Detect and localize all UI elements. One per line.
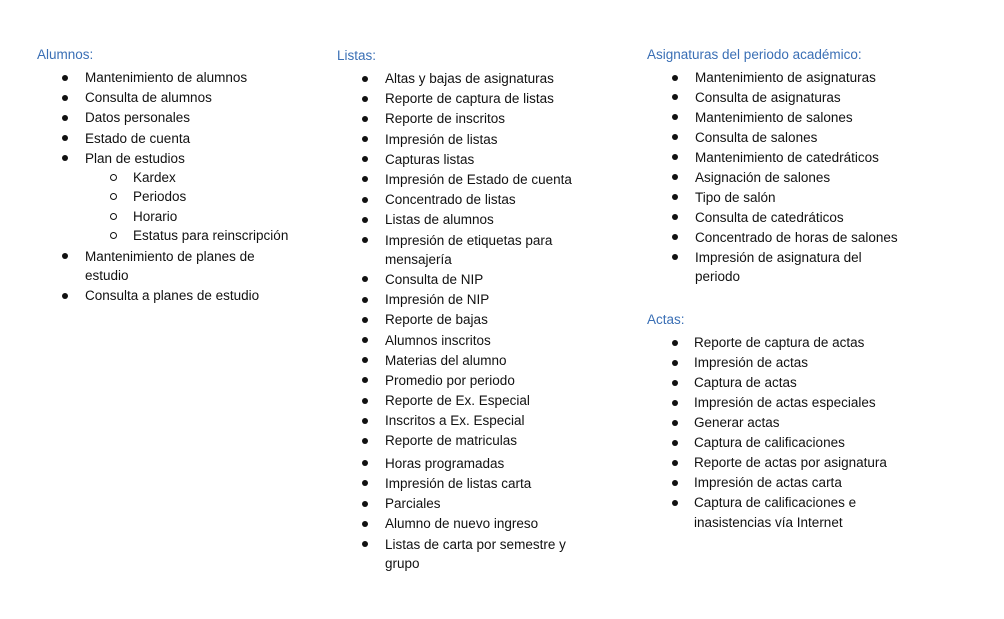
list-item: Asignación de salones [647,168,977,187]
list-item: Captura de calificaciones [647,433,977,452]
list-item: Estado de cuenta [37,129,297,148]
list-item: Tipo de salón [647,188,977,207]
list-item: Reporte de Ex. Especial [337,391,587,410]
list-item: Captura de actas [647,373,977,392]
list-item: Mantenimiento de planes de estudio [37,247,285,286]
list-item: Inscritos a Ex. Especial [337,411,587,430]
list-item: Mantenimiento de asignaturas [647,68,977,87]
list-item: Listas de alumnos [337,210,587,229]
list-item: Impresión de NIP [337,290,587,309]
asignaturas-heading: Asignaturas del periodo académico: [647,47,862,62]
list-item: Impresión de asignatura del periodo [647,248,875,287]
list-item: Impresión de etiquetas para mensajería [337,231,570,270]
list-item: Reporte de actas por asignatura [647,453,977,472]
list-item: Captura de calificaciones e inasistencias vía Internet [647,493,864,532]
list-item: Impresión de actas especiales [647,393,977,412]
alumnos-heading: Alumnos: [37,47,94,62]
list-item: Generar actas [647,413,977,432]
list-item: Mantenimiento de alumnos [37,68,297,87]
list-item-plan-de-estudios [37,149,297,246]
sublist-item: Periodos [37,187,297,206]
list-item: Parciales [337,494,587,513]
list-item: Consulta a planes de estudio [37,286,297,305]
alumnos-list [37,68,297,305]
list-item: Reporte de bajas [337,310,587,329]
list-item: Datos personales [37,108,297,127]
list-item: Listas de carta por semestre y grupo [337,535,585,574]
plan-de-estudios-sublist [85,168,297,246]
list-item: Reporte de captura de listas [337,89,587,108]
list-item: Mantenimiento de catedráticos [647,148,977,167]
list-item: Impresión de listas carta [337,474,587,493]
list-item: Alumno de nuevo ingreso [337,514,587,533]
list-item: Reporte de matriculas [337,431,587,450]
list-item: Capturas listas [337,150,587,169]
list-item: Promedio por periodo [337,371,587,390]
actas-heading: Actas: [647,312,685,328]
alumnos-section [37,46,297,306]
list-item: Reporte de captura de actas [647,333,977,352]
actas-list [647,333,977,531]
listas-section [337,47,587,574]
sublist-item: Kardex [37,168,297,187]
list-item: Altas y bajas de asignaturas [337,69,587,88]
list-item: Impresión de listas [337,130,587,149]
list-item: Consulta de asignaturas [647,88,977,107]
list-item: Consulta de salones [647,128,977,147]
list-item: Materias del alumno [337,351,587,370]
asignaturas-list [647,68,977,286]
list-item: Horas programadas [337,454,587,473]
list-item: Impresión de Estado de cuenta [337,170,587,189]
sublist-item: Horario [37,207,297,226]
list-item: Impresión de actas [647,353,977,372]
listas-heading: Listas: [337,48,377,63]
list-item: Reporte de inscritos [337,109,587,128]
listas-list [337,69,587,573]
list-item: Alumnos inscritos [337,331,587,350]
list-item: Mantenimiento de salones [647,108,977,127]
list-item: Consulta de NIP [337,270,587,289]
list-item: Concentrado de listas [337,190,587,209]
asignaturas-actas-section [647,46,977,533]
list-item: Consulta de alumnos [37,88,297,107]
list-item-label: Plan de estudios [85,150,185,166]
list-item: Consulta de catedráticos [647,208,977,227]
sublist-item: Estatus para reinscripción [37,226,297,245]
list-item: Concentrado de horas de salones [647,228,977,247]
list-item: Impresión de actas carta [647,473,977,492]
